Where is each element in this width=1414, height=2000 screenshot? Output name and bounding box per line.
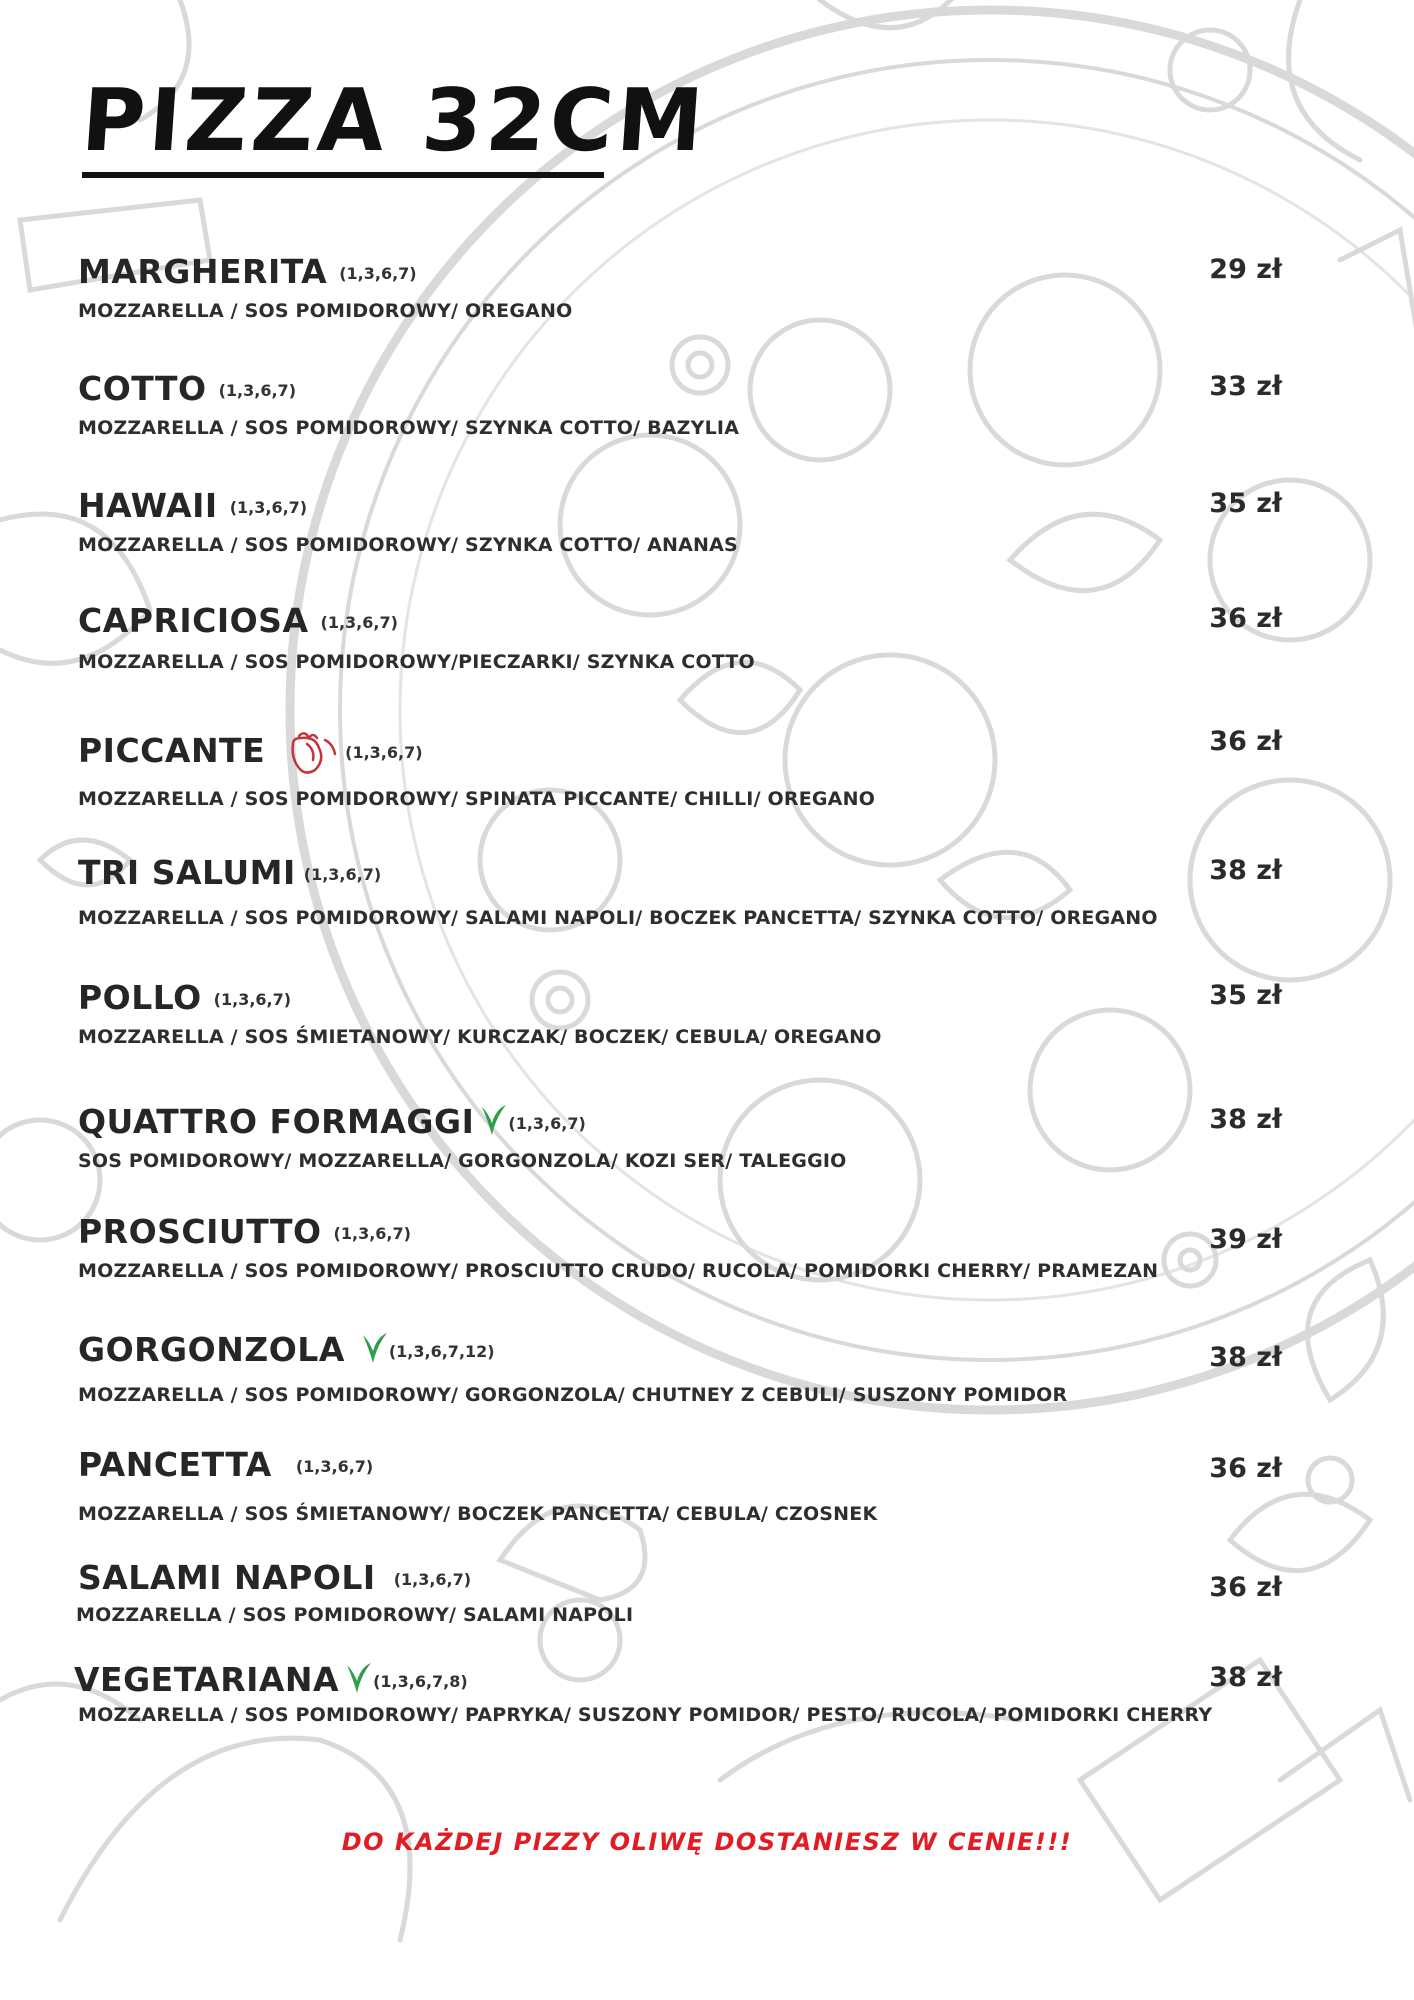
item-allergens: (1,3,6,7) <box>218 381 296 400</box>
menu-item-hawaii <box>0 486 1414 566</box>
vegetarian-leaf-icon <box>478 1103 508 1137</box>
item-price: 36 zł <box>1209 1572 1282 1603</box>
item-price: 36 zł <box>1209 1453 1282 1484</box>
item-name: QUATTRO FORMAGGI <box>78 1102 475 1141</box>
item-description: MOZZARELLA / SOS POMIDOROWY/ SZYNKA COTTO/ ANANAS <box>78 534 738 556</box>
menu-item-cotto <box>0 369 1414 449</box>
item-allergens: (1,3,6,7) <box>320 613 398 632</box>
item-description: MOZZARELLA / SOS ŚMIETANOWY/ BOCZEK PANCETTA/ CEBULA/ CZOSNEK <box>78 1503 878 1525</box>
item-price: 33 zł <box>1209 371 1282 402</box>
item-price: 35 zł <box>1209 488 1282 519</box>
item-name: PANCETTA <box>78 1445 272 1484</box>
item-allergens: (1,3,6,7) <box>229 498 308 517</box>
item-name: HAWAII <box>78 486 218 525</box>
item-description: MOZZARELLA / SOS POMIDOROWY/ PAPRYKA/ SUSZONY POMIDOR/ PESTO/ RUCOLA/ POMIDORKI CHERRY <box>78 1704 1213 1726</box>
vegetarian-leaf-icon <box>343 1661 373 1695</box>
item-name: VEGETARIANA <box>74 1660 340 1699</box>
item-allergens: (1,3,6,7) <box>303 865 382 884</box>
item-price: 36 zł <box>1209 603 1282 634</box>
item-description: MOZZARELLA / SOS POMIDOROWY/ OREGANO <box>78 300 573 322</box>
item-allergens: (1,3,6,7) <box>345 742 423 762</box>
item-description: MOZZARELLA / SOS POMIDOROWY/ SALAMI NAPOLI <box>76 1604 634 1626</box>
item-price: 36 zł <box>1209 726 1282 757</box>
item-allergens: (1,3,6,7,8) <box>373 1672 468 1691</box>
item-price: 38 zł <box>1209 1104 1282 1135</box>
menu-item-pollo <box>0 978 1414 1058</box>
item-allergens: (1,3,6,7) <box>508 1114 586 1133</box>
chili-pepper-icon <box>285 730 341 774</box>
item-name: PROSCIUTTO <box>78 1212 322 1251</box>
item-name: COTTO <box>78 369 207 408</box>
item-description: MOZZARELLA / SOS POMIDOROWY/ GORGONZOLA/ CHUTNEY Z CEBULI/ SUSZONY POMIDOR <box>78 1384 1068 1406</box>
page-title: PIZZA 32CM <box>78 71 711 171</box>
menu-item-prosciutto <box>0 1212 1414 1292</box>
item-description: MOZZARELLA / SOS POMIDOROWY/ SALAMI NAPOLI/ BOCZEK PANCETTA/ SZYNKA COTTO/ OREGANO <box>78 907 1158 929</box>
item-name: SALAMI NAPOLI <box>78 1558 376 1597</box>
item-name: CAPRICIOSA <box>78 601 309 640</box>
item-price: 38 zł <box>1209 855 1282 886</box>
item-name: PICCANTE <box>78 730 266 770</box>
vegetarian-leaf-icon <box>359 1331 389 1365</box>
item-price: 39 zł <box>1209 1224 1282 1255</box>
menu-item-piccante <box>0 728 1414 808</box>
item-price: 35 zł <box>1209 980 1282 1011</box>
item-description: MOZZARELLA / SOS POMIDOROWY/PIECZARKI/ SZYNKA COTTO <box>78 651 755 673</box>
menu-item-vegetariana <box>0 1660 1414 1740</box>
item-name: POLLO <box>78 978 202 1017</box>
item-price: 29 zł <box>1209 254 1282 285</box>
menu-item-tri-salumi <box>0 853 1414 933</box>
item-allergens: (1,3,6,7) <box>213 990 292 1009</box>
item-name: MARGHERITA <box>78 252 328 291</box>
item-allergens: (1,3,6,7) <box>333 1224 411 1243</box>
item-allergens: (1,3,6,7) <box>295 1457 374 1476</box>
item-price: 38 zł <box>1209 1662 1282 1693</box>
item-allergens: (1,3,6,7) <box>393 1570 472 1589</box>
item-description: MOZZARELLA / SOS POMIDOROWY/ SPINATA PICCANTE/ CHILLI/ OREGANO <box>78 788 876 810</box>
item-price: 38 zł <box>1209 1342 1282 1373</box>
item-name: TRI SALUMI <box>78 853 296 892</box>
item-allergens: (1,3,6,7,12) <box>388 1342 495 1361</box>
menu-item-margherita <box>0 252 1414 332</box>
item-description: MOZZARELLA / SOS ŚMIETANOWY/ KURCZAK/ BOCZEK/ CEBULA/ OREGANO <box>78 1026 882 1048</box>
menu-item-salami-napoli <box>0 1558 1414 1638</box>
item-name: GORGONZOLA <box>78 1330 345 1369</box>
menu-item-capriciosa <box>0 601 1414 681</box>
item-allergens: (1,3,6,7) <box>339 264 417 283</box>
menu-item-quattro-formaggi <box>0 1102 1414 1182</box>
title-underline <box>82 172 604 178</box>
menu-item-pancetta <box>0 1445 1414 1525</box>
olive-oil-note: DO KAŻDEJ PIZZY OLIWĘ DOSTANIESZ W CENIE!!! <box>341 1828 1073 1856</box>
menu-item-gorgonzola <box>0 1330 1414 1410</box>
item-description: SOS POMIDOROWY/ MOZZARELLA/ GORGONZOLA/ KOZI SER/ TALEGGIO <box>78 1150 847 1172</box>
item-description: MOZZARELLA / SOS POMIDOROWY/ SZYNKA COTTO/ BAZYLIA <box>78 417 740 439</box>
item-description: MOZZARELLA / SOS POMIDOROWY/ PROSCIUTTO CRUDO/ RUCOLA/ POMIDORKI CHERRY/ PRAMEZAN <box>78 1260 1159 1282</box>
